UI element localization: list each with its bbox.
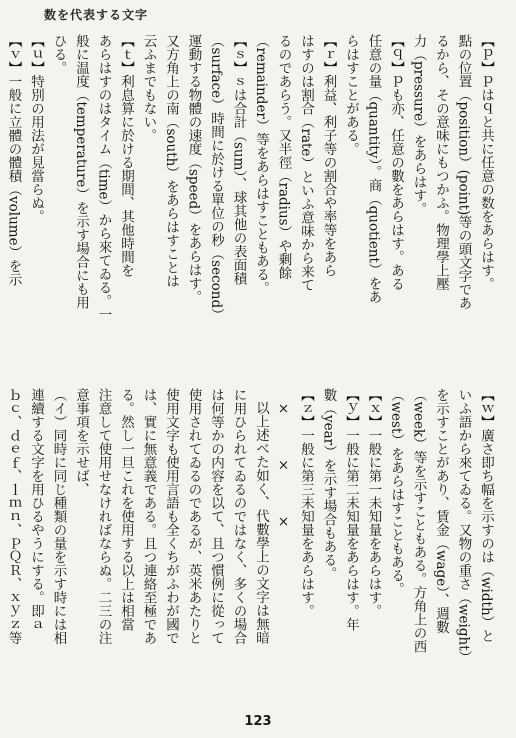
text-column: いふ語から來てゐる。又物の重さ（weight） — [455, 388, 472, 665]
text-column: あらはすのはタイム（time）から來てゐる。一 — [95, 34, 112, 322]
text-column: ｂｃ、ｄｅｆ、ｌｍｎ、ＰＱＲ、ｘｙｚ等 — [5, 388, 22, 645]
text-column: はすのは割合（rate）といふ意味から来て — [298, 34, 314, 292]
text-column: 使用文字も使用言語も全くちがふわが國で — [163, 388, 179, 645]
text-column: るから、その意味にもつかふ。物理學上壓 — [433, 34, 449, 291]
text-column: 數（year）を示す場合もある。 — [320, 388, 337, 581]
text-column: 任意の量（quantity）。商（quotient）をあ — [365, 34, 382, 304]
text-column: 【ｖ】一般に立體の體積（volume）を示 — [5, 34, 22, 287]
text-column: 點の位置（position）(point)等の頭文字であ — [455, 34, 472, 310]
text-column: 以上述べた如く、代數學上の文字は無暗 — [253, 401, 269, 644]
text-column: 又方角上の南（south）をあらはすことは — [163, 34, 179, 288]
text-column: 【ｘ】一般に第一未知量をあらはす。 — [365, 388, 382, 618]
text-column: （remainder）等をあらはすこともある。 — [253, 34, 269, 295]
text-column: 【ｑ】ｐも亦、任意の數をあらはす。ある — [388, 34, 404, 291]
text-column: 意事項を示せば、 — [73, 388, 89, 496]
text-column: （west）をあらはすこともある。 — [388, 388, 404, 596]
text-column: 【ｓ】ｓは合計（sum）、球其他の表面積 — [230, 34, 247, 286]
text-column: 【ｚ】一般に第三未知量をあらはす。 — [298, 388, 314, 618]
page-number: 123 — [244, 714, 272, 729]
text-column — [0, 34, 1, 370]
text-column: 般に温度（temperature）を示す場合にも用 — [73, 34, 89, 309]
text-column: ひる。 — [50, 34, 67, 75]
text-column: 【ｔ】利息算に於ける期間、其他時間を — [118, 34, 134, 277]
text-column: 【ｐ】ｐはｑと共に任意の数をあらはす。 — [478, 34, 494, 291]
page-header: 数を代表する文字 — [44, 8, 149, 22]
text-column: 運動する物體の速度（speed）をあらはす。 — [185, 34, 202, 304]
text-column: （イ）同時に同じ種類の量を示す時には相 — [50, 388, 67, 645]
section-separator: × × × — [275, 401, 292, 530]
text-column: は、實に無意義である。且つ連絡至極であ — [140, 388, 157, 645]
lower-text-band — [5, 388, 496, 713]
text-column — [0, 388, 1, 713]
text-column: 使用されてゐるのであるが、英米あたりと — [185, 388, 202, 645]
text-column: 【ｕ】特別の用法が見當らぬ。 — [28, 34, 44, 223]
text-column: （week）等を示すこともある。方角上の西 — [410, 388, 427, 654]
text-column: 【ｒ】利益、利子等の割合や率等をあら — [320, 34, 337, 277]
text-column: 【ｗ】廣さ即ち幅を示すのは（width）と — [478, 388, 494, 643]
text-column: る。然し一旦これを使用する以上は相當 — [118, 388, 134, 631]
text-column: 注意して使用せなければならぬ。二三の注 — [95, 388, 112, 645]
text-column: 連續する文字を用ひるやうにする。即ａ — [28, 388, 44, 631]
upper-text-band — [5, 34, 496, 370]
text-column: らはすことがある。 — [343, 34, 359, 156]
text-column: （surface）時間に於ける單位の秒（second） — [208, 34, 224, 322]
text-column: は何等かの内容を以て、且つ慣例に從って — [208, 388, 224, 645]
text-column: るのであらう。又半徑（radius）や剰餘 — [275, 34, 292, 280]
text-column: を示すことがあり、賃金（wage）、週數 — [433, 388, 449, 634]
text-column: に用ひられてゐるのではなく、多くの場合 — [230, 388, 247, 645]
text-column: 力（pressure）をあらはす。 — [410, 34, 427, 216]
text-column: 【ｙ】一般に第二未知量をあらはす。年 — [343, 388, 359, 631]
text-column: 云ふまでもない。 — [140, 34, 157, 142]
